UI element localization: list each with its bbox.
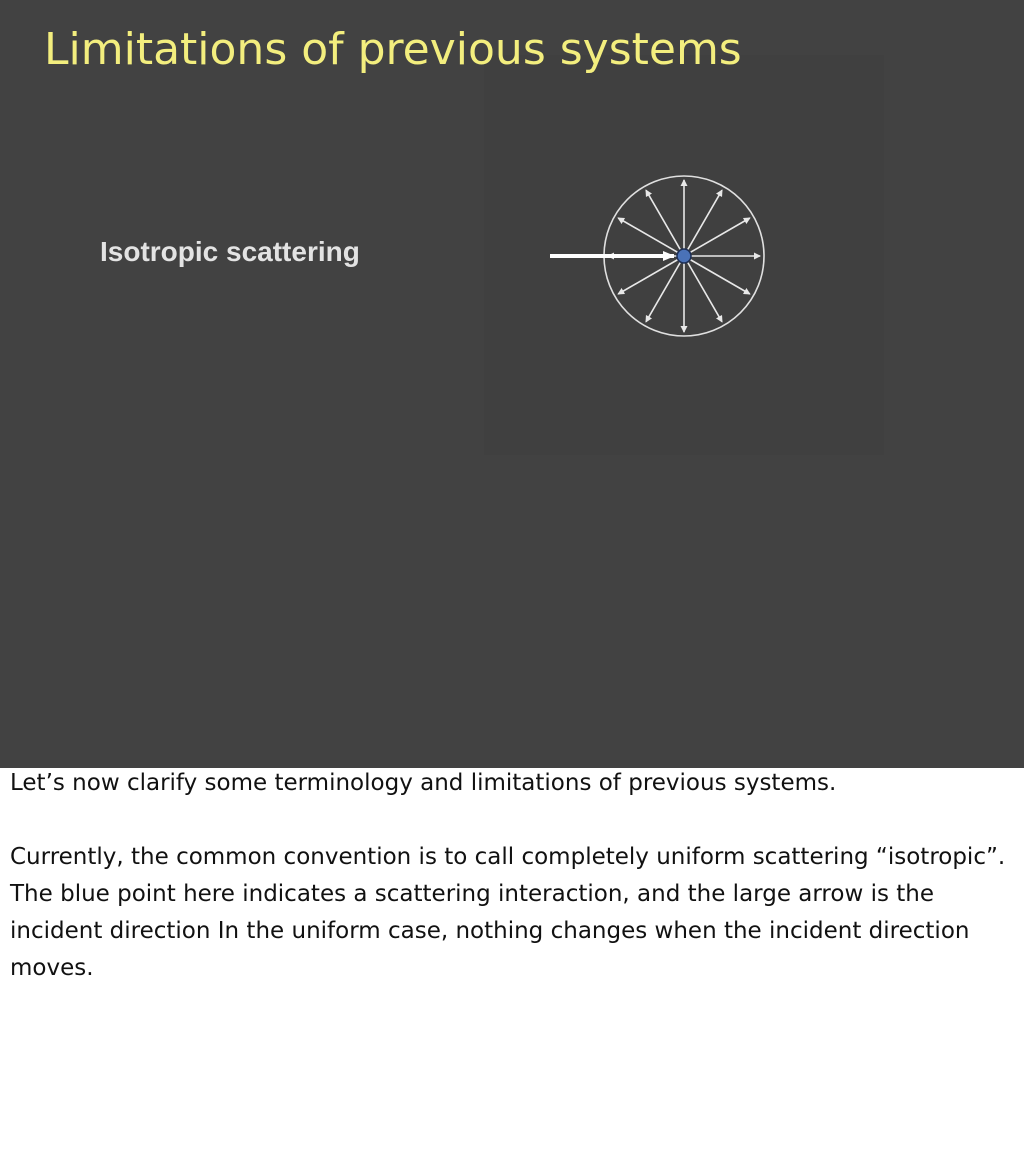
scattered-ray-icon	[618, 256, 684, 294]
slide-subheading: Isotropic scattering	[100, 236, 360, 267]
scattering-point-icon	[677, 249, 691, 263]
scattered-ray-icon	[618, 218, 684, 256]
slide-title: Limitations of previous systems	[44, 24, 742, 75]
scattered-ray-icon	[684, 256, 722, 322]
isotropic-scattering-diagram	[540, 170, 780, 350]
notes-paragraph-1: Let’s now clarify some terminology and limitations of previous systems.	[10, 770, 837, 796]
speaker-notes	[10, 765, 1010, 987]
scattered-ray-icon	[684, 190, 722, 256]
scattered-ray-icon	[684, 256, 750, 294]
scattered-ray-icon	[684, 218, 750, 256]
notes-paragraph-2: Currently, the common convention is to call completely uniform scattering “isotropic”. The blue point here indicates a scattering interaction, and the large arrow is the incident direction In the uniform case, nothing changes when the incident direction moves.	[10, 844, 1006, 981]
scattered-ray-icon	[646, 256, 684, 322]
scattered-ray-icon	[646, 190, 684, 256]
